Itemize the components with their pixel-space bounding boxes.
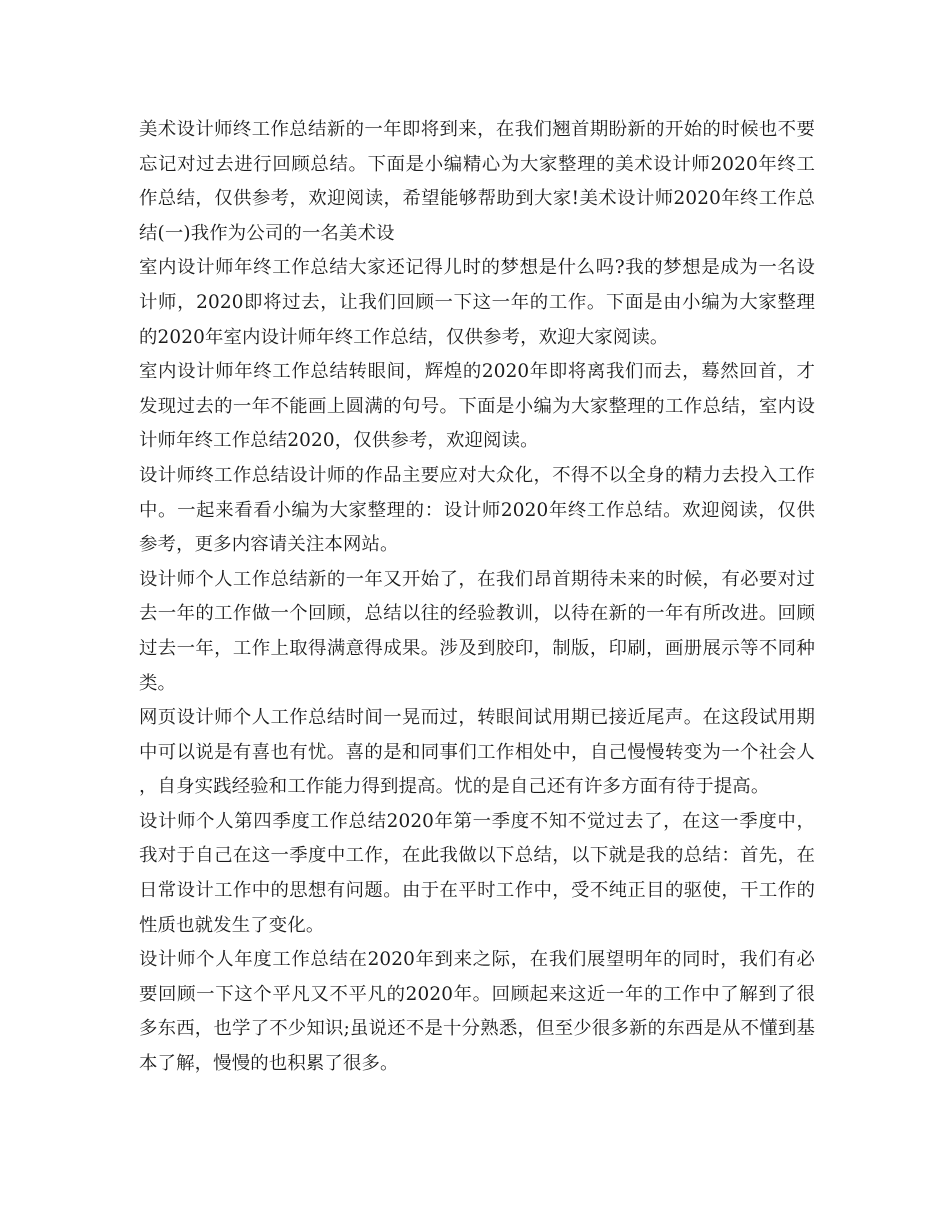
paragraph-web-designer: 网页设计师个人工作总结时间一晃而过，转眼间试用期已接近尾声。在这段试用期中可以说是有喜也有忧。喜的是和同事们工作相处中，自己慢慢转变为一个社会人，自身实践经验和工作能力得到提高。忧的是自己还有许多方面有待于提高。	[139, 707, 815, 798]
paragraph-art-designer-summary: 美术设计师终工作总结新的一年即将到来，在我们翘首期盼新的开始的时候也不要忘记对过去进行回顾总结。下面是小编精心为大家整理的美术设计师2020年终工作总结，仅供参考，欢迎阅读，希望能够帮助到大家!美术设计师2020年终工作总结(一)我作为公司的一名美术设	[139, 119, 815, 244]
paragraph-designer-personal: 设计师个人工作总结新的一年又开始了，在我们昂首期待未来的时候，有必要对过去一年的工作做一个回顾，总结以往的经验教训，以待在新的一年有所改进。回顾过去一年，工作上取得满意得成果。涉及到胶印，制版，印刷，画册展示等不同种类。	[139, 568, 815, 694]
paragraph-designer-quarterly: 设计师个人第四季度工作总结2020年第一季度不知不觉过去了，在这一季度中，我对于自己在这一季度中工作，在此我做以下总结，以下就是我的总结：首先，在日常设计工作中的思想有问题。由于在平时工作中，受不纯正目的驱使，干工作的性质也就发生了变化。	[139, 810, 815, 936]
paragraph-interior-designer-2020: 室内设计师年终工作总结转眼间，辉煌的2020年即将离我们而去，蓦然回首，才发现过去的一年不能画上圆满的句号。下面是小编为大家整理的工作总结，室内设计师年终工作总结2020，仅供参考，欢迎阅读。	[139, 361, 815, 452]
paragraph-designer-annual: 设计师个人年度工作总结在2020年到来之际，在我们展望明年的同时，我们有必要回顾一下这个平凡又不平凡的2020年。回顾起来这近一年的工作中了解到了很多东西，也学了不少知识;虽说还不是十分熟悉，但至少很多新的东西是从不懂到基本了解，慢慢的也积累了很多。	[139, 949, 815, 1075]
paragraph-interior-designer-dream: 室内设计师年终工作总结大家还记得儿时的梦想是什么吗?我的梦想是成为一名设计师，2020即将过去，让我们回顾一下这一年的工作。下面是由小编为大家整理的2020年室内设计师年终工作总结，仅供参考，欢迎大家阅读。	[139, 257, 815, 348]
document-body	[139, 113, 815, 1082]
paragraph-designer-year-end: 设计师终工作总结设计师的作品主要应对大众化，不得不以全身的精力去投入工作中。一起来看看小编为大家整理的：设计师2020年终工作总结。欢迎阅读，仅供参考，更多内容请关注本网站。	[139, 464, 815, 556]
